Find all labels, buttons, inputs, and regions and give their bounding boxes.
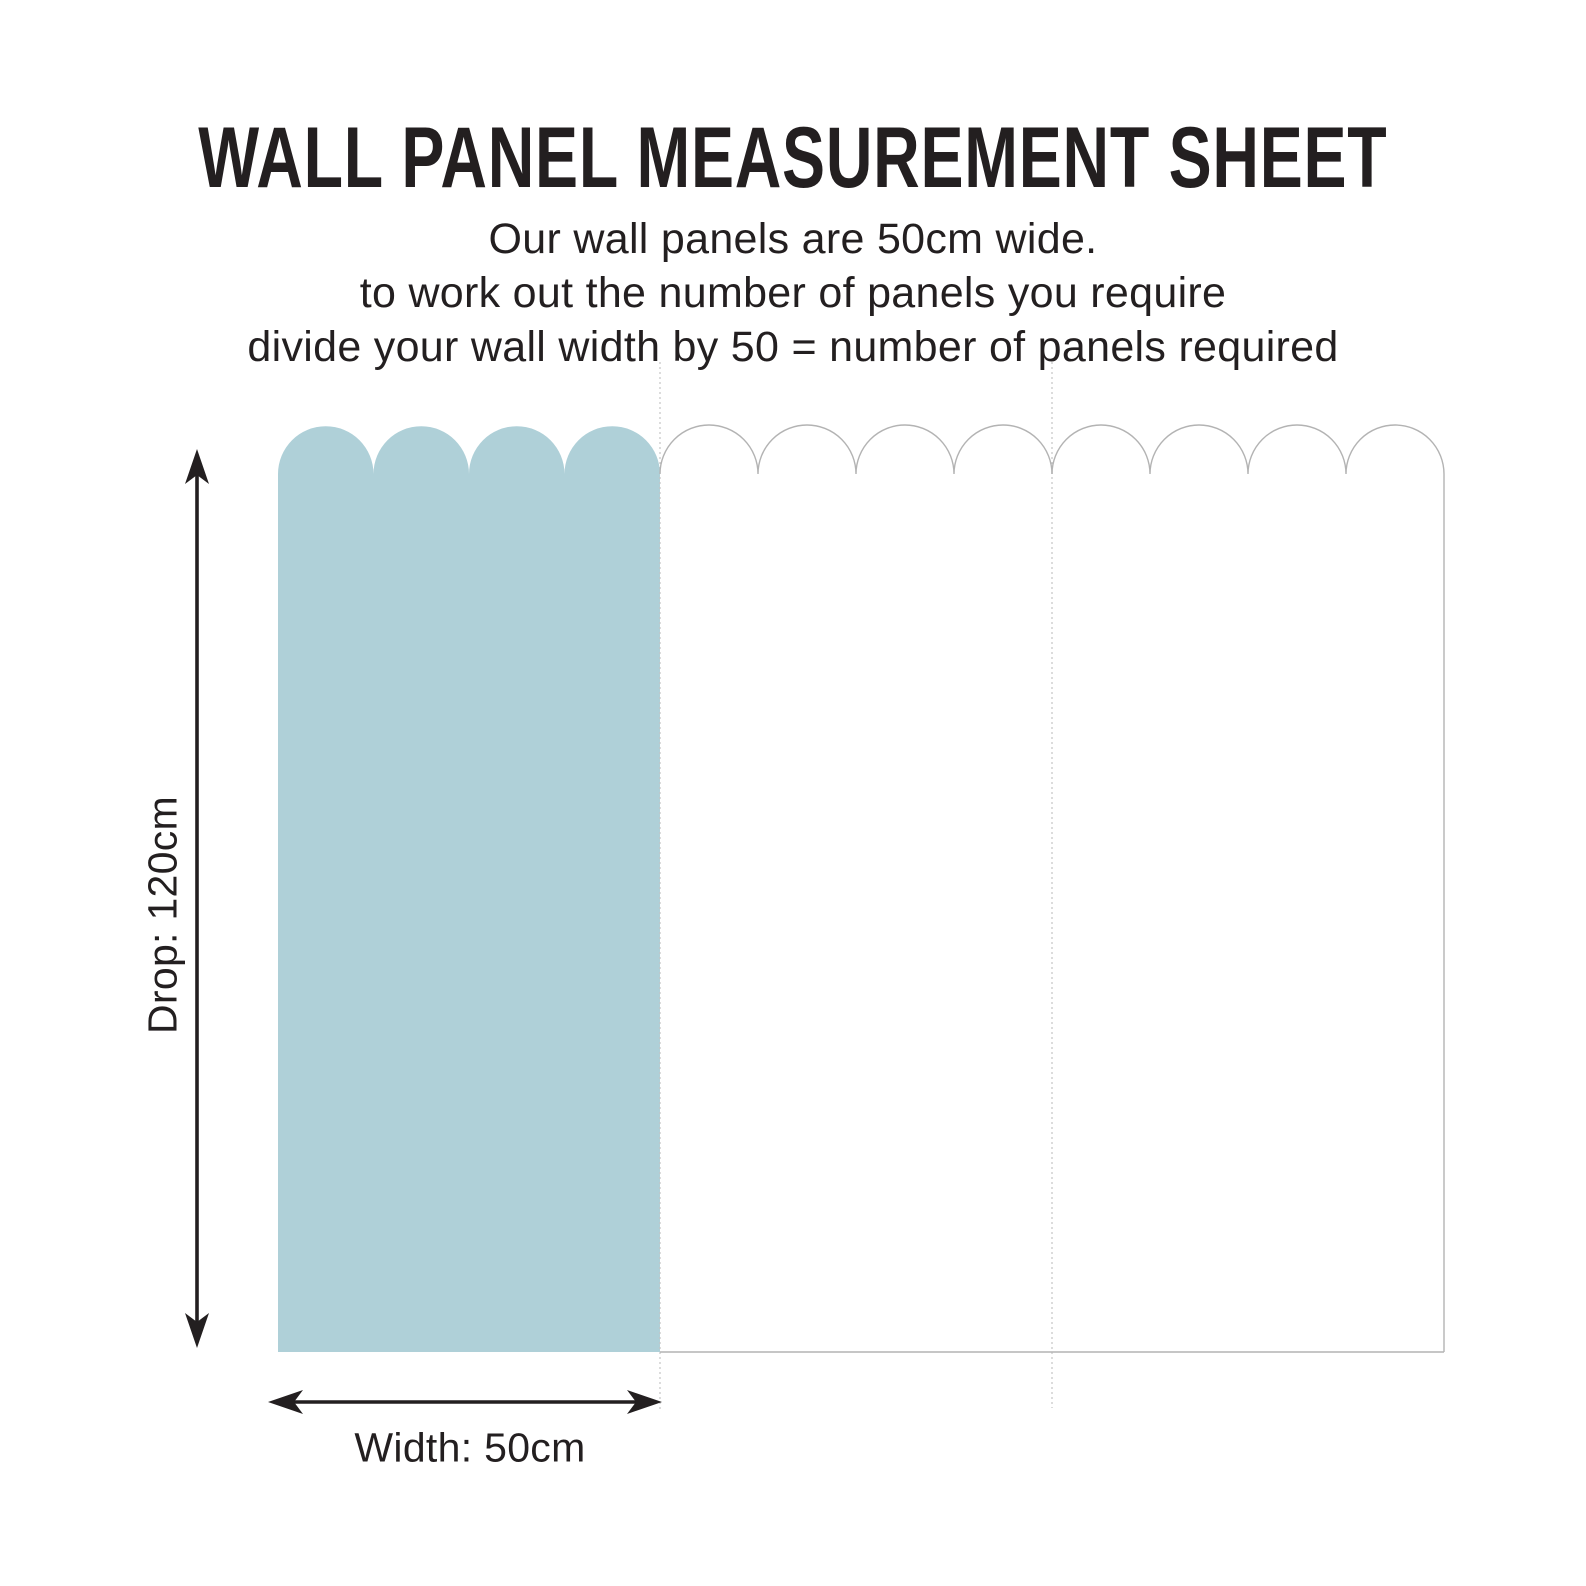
panel-3-outline-shape bbox=[1052, 425, 1444, 1352]
drop-arrow bbox=[185, 449, 209, 1348]
instructions-line-1: Our wall panels are 50cm wide. bbox=[488, 215, 1098, 263]
drop-measurement-label: Drop: 120cm bbox=[139, 795, 186, 1035]
instructions-line-3: divide your wall width by 50 = number of panels required bbox=[247, 323, 1339, 371]
page-title-text: WALL PANEL MEASUREMENT SHEET bbox=[198, 110, 1388, 206]
panel-1-filled-shape bbox=[278, 426, 660, 1352]
width-measurement-label: Width: 50cm bbox=[354, 1424, 586, 1471]
panel-2-outline-shape bbox=[660, 425, 1052, 474]
instructions-line-2: to work out the number of panels you require bbox=[359, 269, 1227, 317]
width-arrow bbox=[268, 1390, 662, 1414]
